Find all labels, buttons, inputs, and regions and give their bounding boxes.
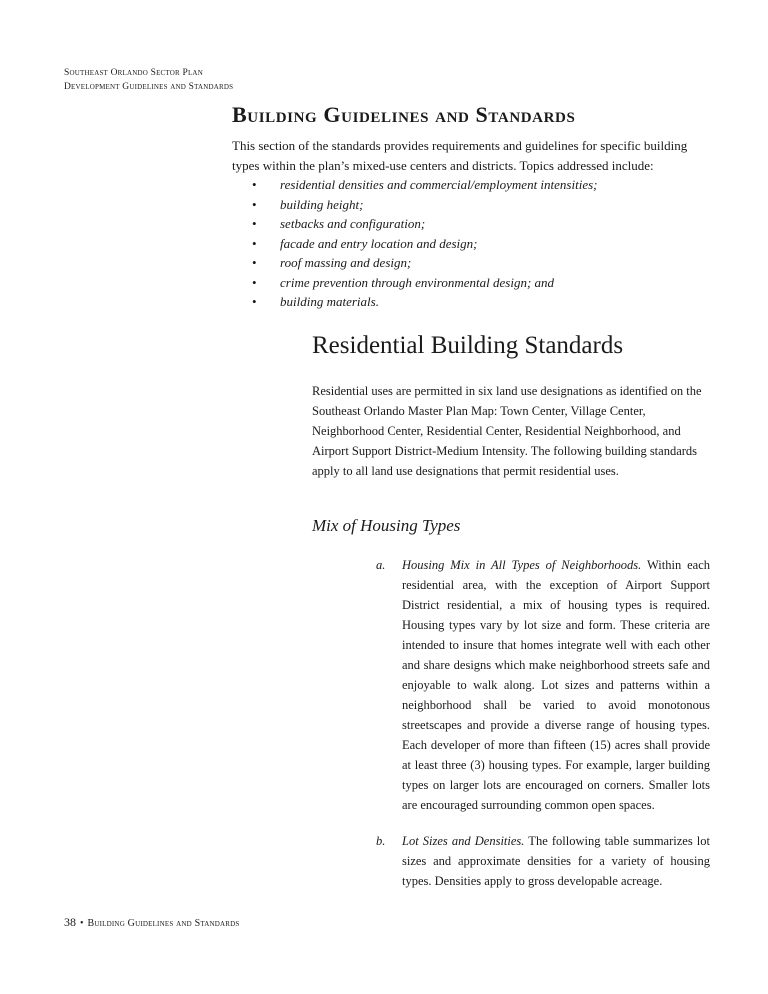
page-footer	[64, 915, 240, 930]
bullet-icon: •	[252, 294, 257, 309]
topic-item	[232, 234, 712, 254]
bullet-icon: •	[252, 274, 257, 290]
residential-standards-heading: Residential Building Standards	[312, 332, 624, 359]
item-lead: Housing Mix in All Types of Neighborhoods.	[402, 558, 642, 572]
topic-item	[232, 273, 712, 293]
topic-list	[232, 175, 712, 312]
item-lead: Lot Sizes and Densities.	[402, 834, 525, 848]
list-item	[374, 831, 710, 891]
bullet-icon: •	[252, 196, 257, 212]
bullet-icon: •	[252, 177, 257, 192]
item-text: Within each residential area, with the exception of Airport Support District residential, a mix of housing types is required. Housing types vary by lot size and form. These criteria are intended to insure that homes integrate well with each other and share designs which make neighborhood streets safe and enjoyable to walk along. Lot sizes and patterns within a neighborhood shall be varied to avoid monotonous streetscapes and provide a diverse range of housing types. Each developer of more than fifteen (15) acres shall provide at least three (3) housing types. For example, larger building types on larger lots are encouraged on corners. Smaller lots are encouraged surrounding common open spaces.	[402, 558, 711, 812]
header-plan-title: Southeast Orlando Sector Plan	[64, 68, 203, 78]
bullet-icon: •	[252, 255, 257, 270]
item-text: The following table summarizes lot sizes and approximate densities for a variety of housing types. Densities apply to gross developable acreage.	[402, 834, 710, 888]
item-marker: b.	[376, 834, 386, 848]
topic-item	[232, 292, 712, 312]
topic-text: facade and entry location and design;	[280, 235, 478, 251]
topic-text: building materials.	[280, 294, 379, 309]
header-document-title: Development Guidelines and Standards	[64, 82, 234, 92]
topic-text: crime prevention through environmental design; and	[280, 274, 555, 290]
section-intro-text: This section of the standards provides requirements and guidelines for specific building types within the plan’s mixed-use centers and districts. Topics addressed include:	[232, 138, 688, 173]
topic-item	[232, 214, 712, 234]
residential-standards-intro: Residential uses are permitted in six land use designations as identified on the Southeast Orlando Master Plan Map: Town Center, Village Center, Neighborhood Center, Residential Center, Residential Neighborhood, and Airport Support District-Medium Intensity. The following building standards apply to all land use designations that permit residential uses.	[312, 384, 702, 478]
housing-mix-items	[374, 555, 710, 907]
topic-item	[232, 195, 712, 215]
section-title: Building Guidelines and Standards	[232, 102, 576, 127]
topic-text: residential densities and commercial/employment intensities;	[280, 177, 598, 192]
item-marker: a.	[376, 558, 386, 572]
housing-mix-heading: Mix of Housing Types	[312, 516, 461, 535]
topic-text: roof massing and design;	[280, 255, 412, 270]
bullet-icon: •	[252, 216, 257, 231]
list-item	[374, 555, 710, 815]
topic-text: setbacks and configuration;	[280, 216, 426, 231]
topic-item	[232, 175, 712, 195]
footer-title: Building Guidelines and Standards	[87, 918, 240, 929]
footer-separator: •	[80, 918, 84, 929]
topic-item	[232, 253, 712, 273]
bullet-icon: •	[252, 235, 257, 251]
section-intro	[232, 136, 712, 312]
topic-text: building height;	[280, 196, 364, 212]
running-header	[64, 66, 233, 94]
page-number: 38	[64, 915, 76, 929]
